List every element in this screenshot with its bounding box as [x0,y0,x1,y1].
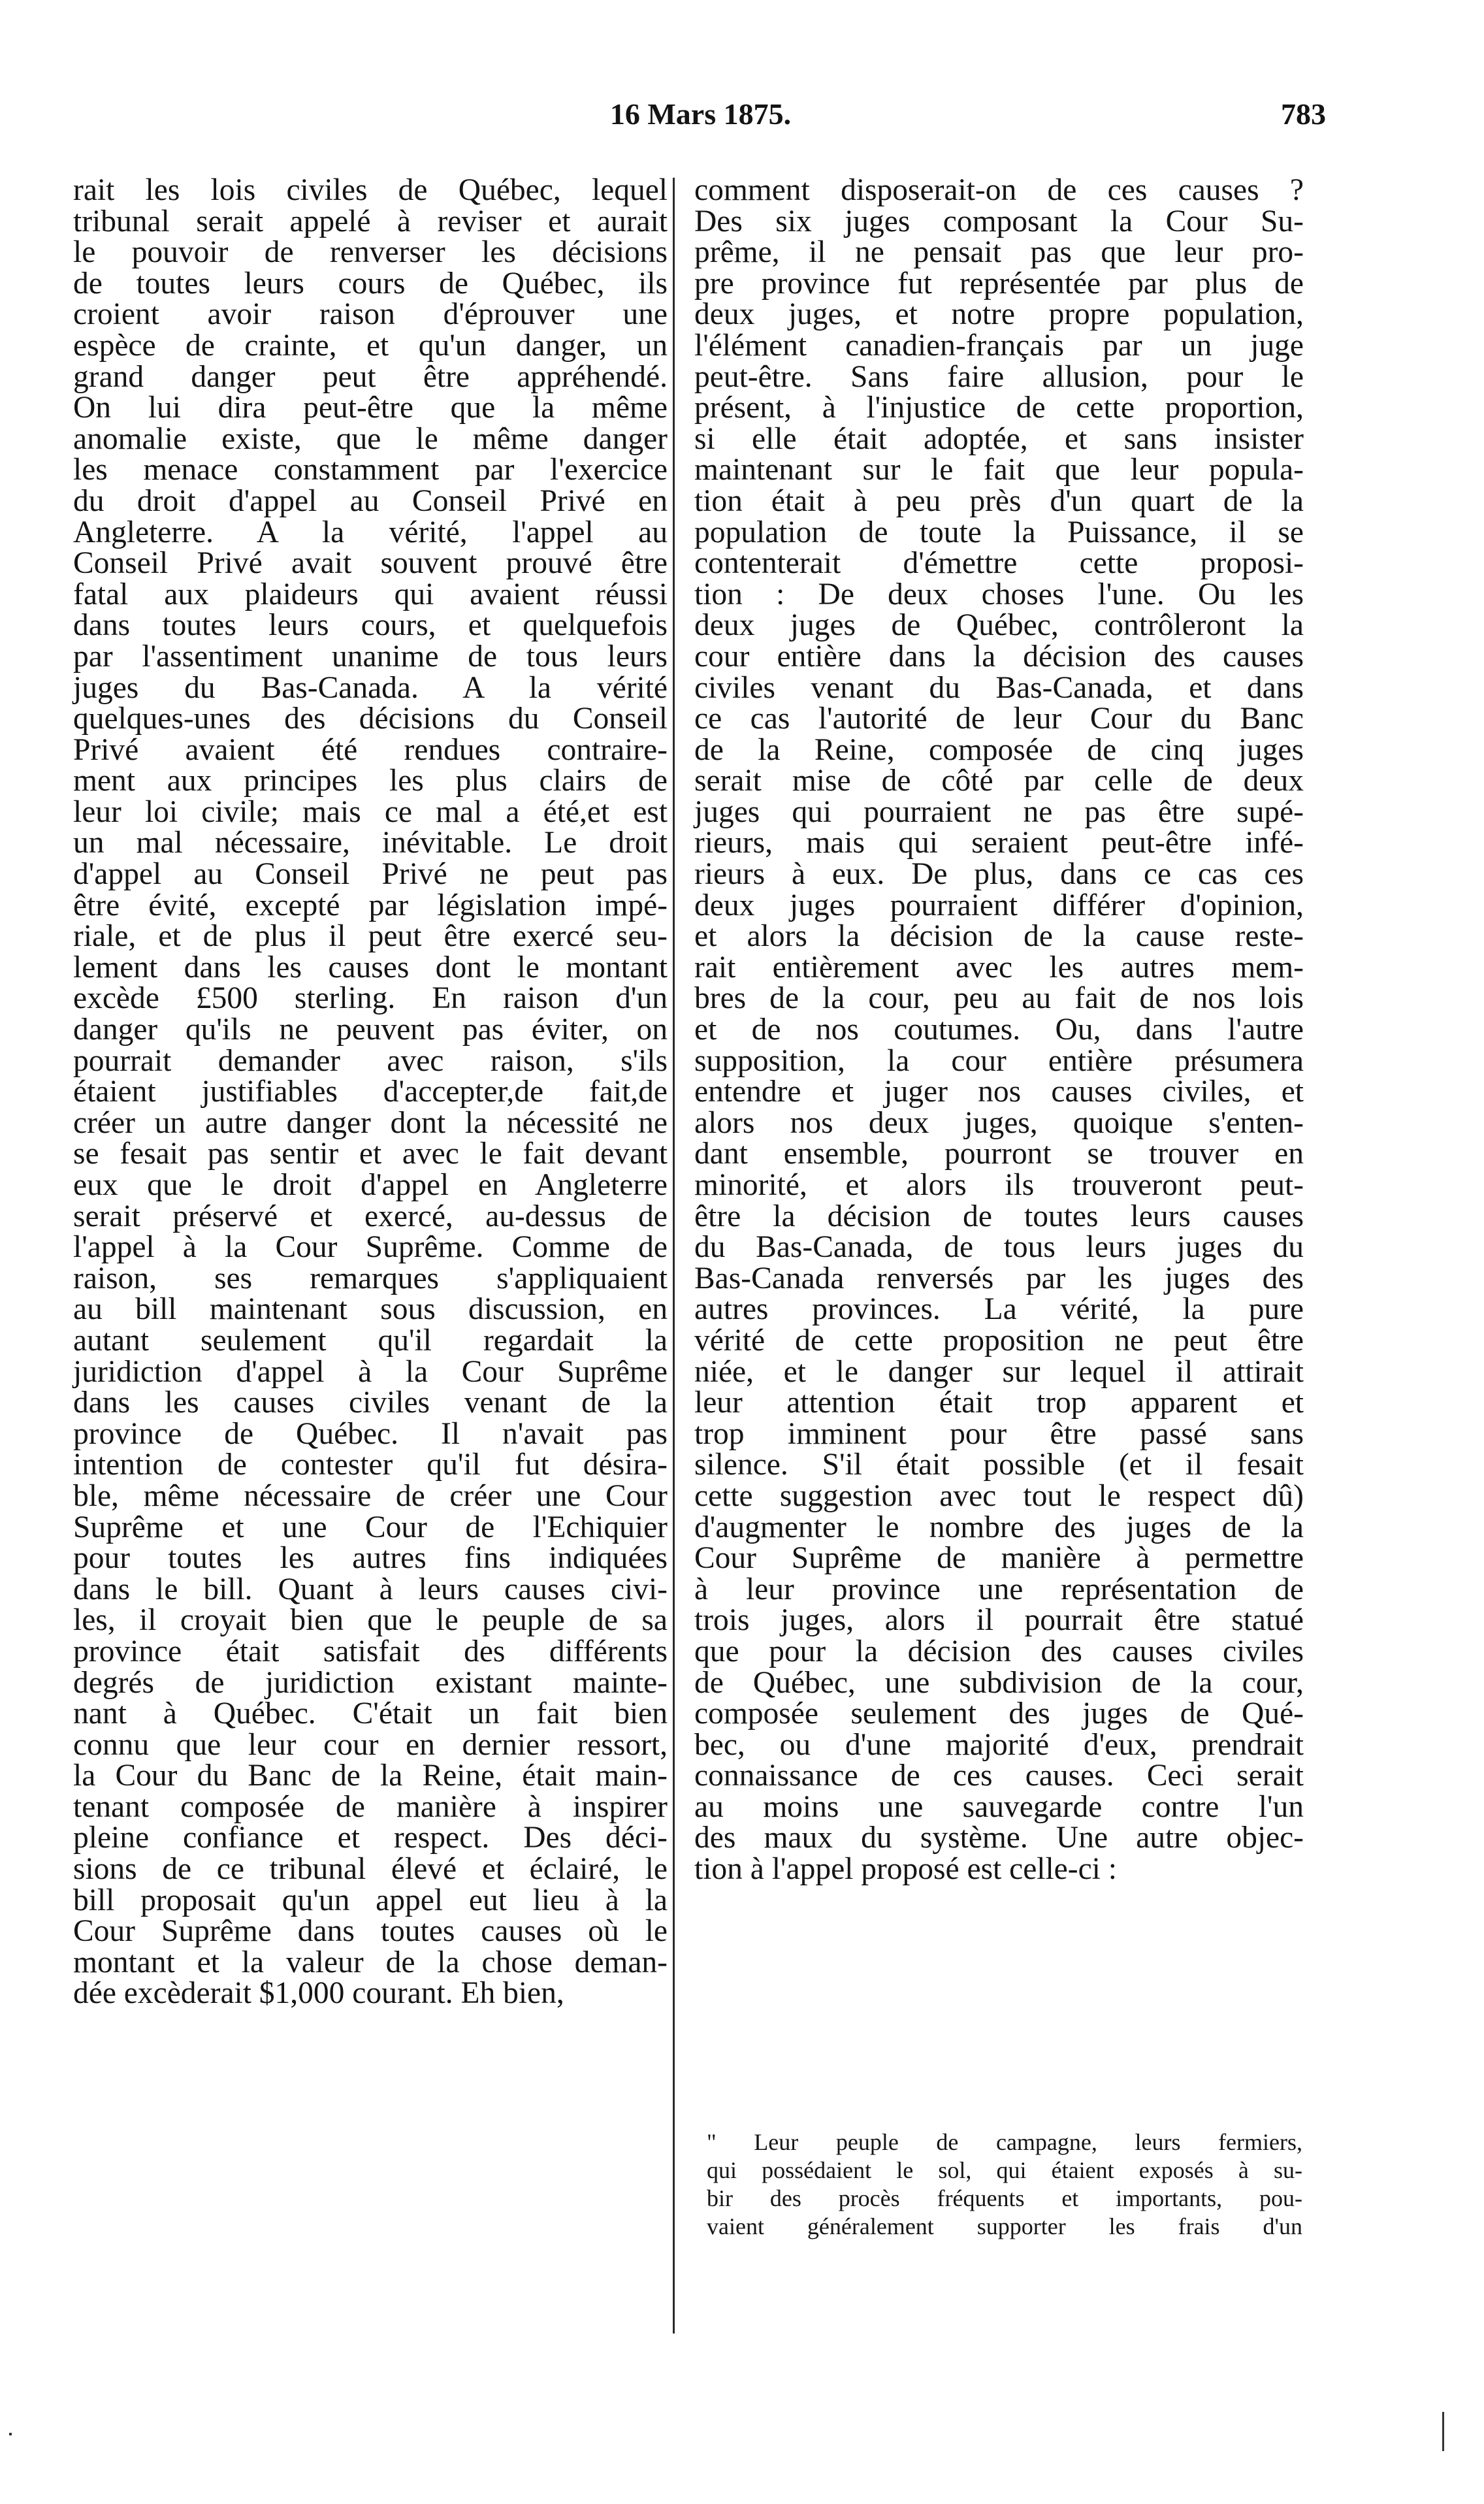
text-line: dant ensemble, pourront se trouver en [694,1137,1304,1171]
text-line: croient avoir raison d'éprouver une [73,297,668,332]
text-line: de Québec, une subdivision de la cour, [694,1665,1304,1700]
text-line: si elle était adoptée, et sans insister [694,421,1304,456]
text-line: créer un autre danger dont la nécessité ne [73,1105,668,1140]
text-line: d'augmenter le nombre des juges de la [694,1510,1304,1544]
text-line: montant et la valeur de la chose deman- [73,1945,668,1979]
text-line: autant seulement qu'il regardait la [73,1323,668,1358]
text-line: Cour Suprême de manière à permettre [694,1541,1304,1576]
text-line: fatal aux plaideurs qui avaient réussi [73,577,668,611]
text-line: du droit d'appel au Conseil Privé en [73,483,668,518]
text-line: peut-être. Sans faire allusion, pour le [694,359,1304,394]
text-line: ble, même nécessaire de créer une Cour [73,1478,668,1513]
text-line: nant à Québec. C'était un fait bien [73,1697,668,1731]
text-line: pleine confiance et respect. Des déci- [73,1821,668,1855]
text-line: qui possédaient le sol, qui étaient exposés à su- [707,2157,1302,2183]
text-line: ment aux principes les plus clairs de [73,764,668,798]
text-line: alors nos deux juges, quoique s'enten- [694,1105,1304,1140]
text-line: riale, et de plus il peut être exercé seu- [73,919,668,954]
text-line: trop imminent pour être passé sans [694,1416,1304,1451]
text-line: un mal nécessaire, inévitable. Le droit [73,826,668,860]
text-line: rait les lois civiles de Québec, lequel [73,173,668,207]
text-line: pour toutes les autres fins indiquées [73,1541,668,1576]
text-line: d'appel au Conseil Privé ne peut pas [73,857,668,892]
text-line: connu que leur cour en dernier ressort, [73,1727,668,1762]
text-line: que pour la décision des causes civiles [694,1634,1304,1668]
text-line: les menace constamment par l'exercice [73,453,668,487]
text-line: tribunal serait appelé à reviser et aurait [73,204,668,238]
text-line: les, il croyait bien que le peuple de sa [73,1603,668,1638]
text-line: être évité, excepté par législation impé- [73,888,668,922]
text-line: civiles venant du Bas-Canada, et dans [694,670,1304,705]
text-line: espèce de crainte, et qu'un danger, un [73,328,668,363]
text-line: de la Reine, composée de cinq juges [694,732,1304,767]
text-line: tenant composée de manière à inspirer [73,1789,668,1824]
text-line: vérité de cette proposition ne peut être [694,1323,1304,1358]
text-line: la Cour du Banc de la Reine, était main- [73,1759,668,1793]
text-line: Bas-Canada renversés par les juges des [694,1261,1304,1295]
text-line: Suprême et une Cour de l'Echiquier [73,1510,668,1544]
text-line: deux juges pourraient différer d'opinion, [694,888,1304,922]
text-line: anomalie existe, que le même danger [73,421,668,456]
text-line: deux juges, et notre propre population, [694,297,1304,332]
text-line: dée excèderait $1,000 courant. Eh bien, [73,1976,564,2011]
text-line: juges qui pourraient ne pas être supé- [694,794,1304,829]
text-line: lement dans les causes dont le montant [73,950,668,984]
text-line: eux que le droit d'appel en Angleterre [73,1168,668,1202]
right-column [694,175,1304,1885]
text-line: minorité, et alors ils trouveront peut- [694,1168,1304,1202]
text-line: entendre et juger nos causes civiles, et [694,1075,1304,1109]
text-line: bill proposait qu'un appel eut lieu à la [73,1883,668,1917]
text-line: serait mise de côté par celle de deux [694,764,1304,798]
text-line: du Bas-Canada, de tous leurs juges du [694,1230,1304,1265]
text-line: et de nos coutumes. Ou, dans l'autre [694,1013,1304,1047]
text-line: pre province fut représentée par plus de [694,266,1304,301]
text-line: grand danger peut être appréhendé. [73,359,668,394]
text-line: cour entière dans la décision des causes [694,639,1304,674]
text-line: être la décision de toutes leurs causes [694,1199,1304,1233]
text-line: silence. S'il était possible (et il fesait [694,1448,1304,1482]
text-line: rieurs à eux. De plus, dans ce cas ces [694,857,1304,892]
text-line: trois juges, alors il pourrait être statué [694,1603,1304,1638]
text-line: Privé avaient été rendues contraire- [73,732,668,767]
text-line: quelques-unes des décisions du Conseil [73,702,668,736]
column-divider [673,178,675,2333]
text-line: au bill maintenant sous discussion, en [73,1292,668,1327]
text-line: de toutes leurs cours de Québec, ils [73,266,668,301]
text-line: dans toutes leurs cours, et quelquefois [73,608,668,643]
text-line: " Leur peuple de campagne, leurs fermiers, [707,2129,1302,2155]
text-line: sions de ce tribunal élevé et éclairé, le [73,1852,668,1887]
text-line: raison, ses remarques s'appliquaient [73,1261,668,1295]
text-line: juges du Bas-Canada. A la vérité [73,670,668,705]
text-line: l'élément canadien-français par un juge [694,328,1304,363]
text-line: On lui dira peut-être que la même [73,391,668,425]
text-line: supposition, la cour entière présumera [694,1043,1304,1078]
text-line: Cour Suprême dans toutes causes où le [73,1914,668,1949]
text-line: bec, ou d'une majorité d'eux, prendrait [694,1727,1304,1762]
text-line: des maux du système. Une autre objec- [694,1821,1304,1855]
text-line: rieurs, mais qui seraient peut-être infé- [694,826,1304,860]
text-line: et alors la décision de la cause reste- [694,919,1304,954]
text-line: présent, à l'injustice de cette proportion, [694,391,1304,425]
text-line: tion : De deux choses l'une. Ou les [694,577,1304,611]
text-line: vaient généralement supporter les frais d'un [707,2213,1302,2239]
header-date: 16 Mars 1875. [609,97,792,131]
text-line: leur loi civile; mais ce mal a été,et est [73,794,668,829]
text-line: se fesait pas sentir et avec le fait devant [73,1137,668,1171]
text-line: ce cas l'autorité de leur Cour du Banc [694,702,1304,736]
text-line: rait entièrement avec les autres mem- [694,950,1304,984]
page-number: 783 [1281,97,1326,131]
text-line: population de toute la Puissance, il se [694,515,1304,549]
text-line: juridiction d'appel à la Cour Suprême [73,1354,668,1389]
text-line: le pouvoir de renverser les décisions [73,235,668,270]
text-line: bres de la cour, peu au fait de nos lois [694,981,1304,1016]
text-line: à leur province une représentation de [694,1572,1304,1606]
text-line: autres provinces. La vérité, la pure [694,1292,1304,1327]
text-line: prême, il ne pensait pas que leur pro- [694,235,1304,270]
text-line: dans le bill. Quant à leurs causes civi- [73,1572,668,1606]
margin-mark [1442,2412,1444,2451]
text-line: bir des procès fréquents et importants, pou- [707,2185,1302,2211]
left-column [73,175,668,2009]
text-line: leur attention était trop apparent et [694,1386,1304,1420]
text-line: province était satisfait des différents [73,1634,668,1668]
text-line: connaissance de ces causes. Ceci serait [694,1759,1304,1793]
text-line: comment disposerait-on de ces causes ? [694,173,1304,207]
text-line: intention de contester qu'il fut désira- [73,1448,668,1482]
text-line: deux juges de Québec, contrôleront la [694,608,1304,643]
text-line: tion était à peu près d'un quart de la [694,483,1304,518]
text-line: par l'assentiment unanime de tous leurs [73,639,668,674]
text-line: étaient justifiables d'accepter,de fait,de [73,1075,668,1109]
margin-mark [9,2433,12,2435]
text-line: l'appel à la Cour Suprême. Comme de [73,1230,668,1265]
text-line: contenterait d'émettre cette proposi- [694,546,1304,581]
text-line: danger qu'ils ne peuvent pas éviter, on [73,1013,668,1047]
text-line: niée, et le danger sur lequel il attirait [694,1354,1304,1389]
text-line: tion à l'appel proposé est celle-ci : [694,1852,1117,1887]
text-line: cette suggestion avec tout le respect dû) [694,1478,1304,1513]
text-line: degrés de juridiction existant mainte- [73,1665,668,1700]
quoted-passage [707,2128,1302,2241]
text-line: maintenant sur le fait que leur popula- [694,453,1304,487]
text-line: pourrait demander avec raison, s'ils [73,1043,668,1078]
text-line: Angleterre. A la vérité, l'appel au [73,515,668,549]
text-line: composée seulement des juges de Qué- [694,1697,1304,1731]
text-line: Conseil Privé avait souvent prouvé être [73,546,668,581]
text-line: excède £500 sterling. En raison d'un [73,981,668,1016]
text-line: serait préservé et exercé, au-dessus de [73,1199,668,1233]
text-line: dans les causes civiles venant de la [73,1386,668,1420]
text-line: province de Québec. Il n'avait pas [73,1416,668,1451]
page-header [75,97,1326,142]
text-line: au moins une sauvegarde contre l'un [694,1789,1304,1824]
text-line: Des six juges composant la Cour Su- [694,204,1304,238]
